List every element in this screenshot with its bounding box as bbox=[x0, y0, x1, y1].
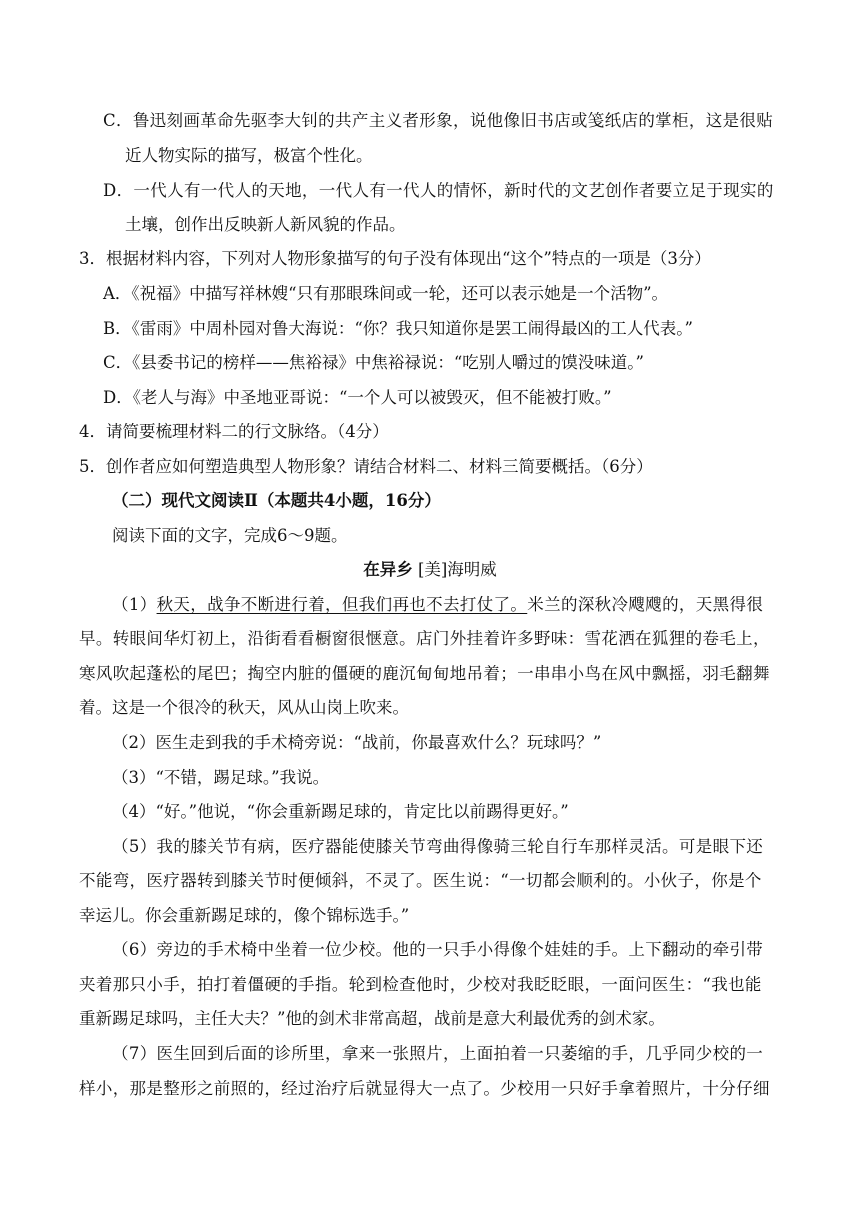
paragraph-5-line2: 不能弯，医疗器转到膝关节时便倾斜，不灵了。医生说：“一切都会顺利的。小伙子，你是个 bbox=[79, 871, 762, 890]
q3-option-b: B．《雷雨》中周朴园对鲁大海说：“你？我只知道你是罢工闹得最凶的工人代表。” bbox=[103, 319, 693, 338]
question-4: 4．请简要梳理材料二的行文脉络。（4分） bbox=[79, 422, 389, 441]
paragraph-1-line3: 寒风吹起蓬松的尾巴；掏空内脏的僵硬的鹿沉甸甸地吊着；一串串小鸟在风中飘摇，羽毛翻舞 bbox=[79, 664, 770, 683]
paragraph-7-line1: （7）医生回到后面的诊所里，拿来一张照片，上面拍着一只萎缩的手，几乎同少校的一 bbox=[112, 1044, 764, 1063]
q2-option-c-line2: 近人物实际的描写，极富个性化。 bbox=[125, 146, 373, 165]
paragraph-6-line3: 重新踢足球吗，主任大夫？”他的剑术非常高超，战前是意大利最优秀的剑术家。 bbox=[79, 1009, 665, 1028]
article-title: 在异乡 bbox=[363, 560, 413, 579]
paragraph-1-line1 bbox=[112, 594, 763, 616]
q2-option-d-line1: D．一代人有一代人的天地，一代人有一代人的情怀，新时代的文艺创作者要立足于现实的 bbox=[103, 181, 774, 200]
article-author: [美]海明威 bbox=[417, 560, 497, 579]
article-title-line bbox=[0, 559, 860, 581]
underlined-sentence: 秋天，战争不断进行着，但我们再也不去打仗了。 bbox=[156, 595, 528, 614]
paragraph-1-line4: 着。这是一个很冷的秋天，风从山岗上吹来。 bbox=[79, 698, 409, 717]
paragraph-7-line2: 样小，那是整形之前照的，经过治疗后就显得大一点了。少校用一只好手拿着照片，十分仔细 bbox=[79, 1079, 770, 1098]
q3-option-c: C．《县委书记的榜样——焦裕禄》中焦裕禄说：“吃别人嚼过的馍没味道。” bbox=[103, 353, 644, 372]
q2-option-c-line1: C．鲁迅刻画革命先驱李大钊的共产主义者形象，说他像旧书店或笺纸店的掌柜，这是很贴 bbox=[103, 111, 774, 130]
section-heading: （二）现代文阅读Ⅱ（本题共4小题，16分） bbox=[112, 491, 441, 510]
q3-option-d: D．《老人与海》中圣地亚哥说：“一个人可以被毁灭，但不能被打败。” bbox=[103, 388, 612, 407]
question-5: 5．创作者应如何塑造典型人物形象？请结合材料二、材料三简要概括。（6分） bbox=[79, 457, 653, 476]
section-instruction: 阅读下面的文字，完成6～9题。 bbox=[112, 526, 348, 545]
paragraph-6-line2: 夹着那只小手，拍打着僵硬的手指。轮到检查他时，少校对我眨眨眼，一面问医生：“我也能 bbox=[79, 975, 762, 994]
paragraph-5-line1: （5）我的膝关节有病，医疗器能使膝关节弯曲得像骑三轮自行车那样灵活。可是眼下还 bbox=[112, 837, 764, 856]
paragraph-4: （4）“好。”他说，“你会重新踢足球的，肯定比以前踢得更好。” bbox=[112, 802, 569, 821]
paragraph-1-line2: 早。转眼间华灯初上，沿街看看橱窗很惬意。店门外挂着许多野味：雪花洒在狐狸的卷毛上， bbox=[79, 629, 770, 648]
paragraph-2: （2）医生走到我的手术椅旁说：“战前，你最喜欢什么？玩球吗？” bbox=[112, 733, 602, 752]
paragraph-text: 米兰的深秋冷飕飕的，天黑得很 bbox=[527, 595, 764, 614]
paragraph-5-line3: 幸运儿。你会重新踢足球的，像个锦标选手。” bbox=[79, 906, 410, 925]
question-3-stem: 3．根据材料内容，下列对人物形象描写的句子没有体现出“这个”特点的一项是（3分） bbox=[79, 249, 711, 268]
paragraph-3: （3）“不错，踢足球。”我说。 bbox=[112, 768, 330, 787]
q3-option-a: A．《祝福》中描写祥林嫂“只有那眼珠间或一轮，还可以表示她是一个活物”。 bbox=[103, 284, 669, 303]
paragraph-6-line1: （6）旁边的手术椅中坐着一位少校。他的一只手小得像个娃娃的手。上下翻动的牵引带 bbox=[112, 940, 764, 959]
paragraph-number: （1） bbox=[112, 595, 157, 614]
q2-option-d-line2: 土壤，创作出反映新人新风貌的作品。 bbox=[125, 215, 406, 234]
